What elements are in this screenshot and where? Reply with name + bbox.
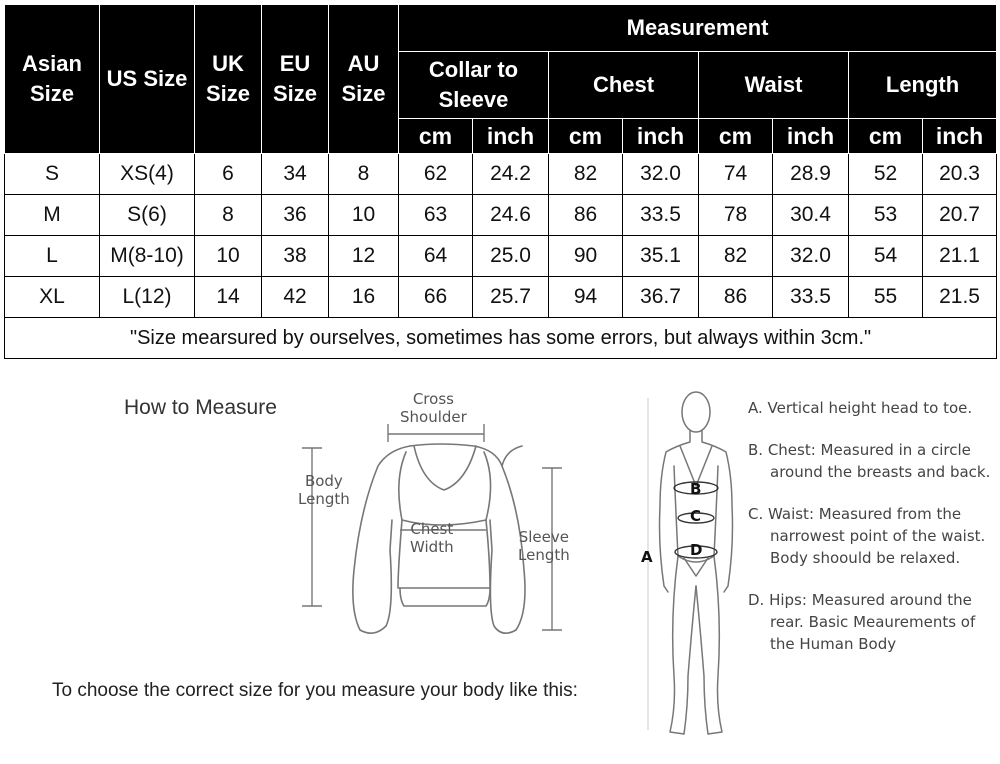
- table-note: "Size mearsured by ourselves, sometimes has some errors, but always within 3cm.": [5, 318, 997, 359]
- table-cell: M: [5, 195, 100, 236]
- unit-cm: cm: [699, 119, 773, 154]
- table-cell: 86: [699, 277, 773, 318]
- table-cell: 12: [329, 236, 399, 277]
- table-cell: 8: [195, 195, 262, 236]
- legend-item-waist: C. Waist: Measured from the narrowest point of the waist. Body shoould be relaxed.: [748, 505, 986, 567]
- header-au-size: AU Size: [329, 5, 399, 154]
- table-cell: 78: [699, 195, 773, 236]
- sleeve-length-line2: Length: [518, 546, 570, 564]
- table-cell: 20.3: [923, 154, 997, 195]
- table-cell: 54: [849, 236, 923, 277]
- table-cell: 10: [329, 195, 399, 236]
- body-length-line1: Body: [304, 472, 343, 490]
- chest-width-line2: Width: [410, 538, 454, 556]
- table-row: [5, 154, 997, 195]
- table-cell: L: [5, 236, 100, 277]
- table-cell: 38: [262, 236, 329, 277]
- table-cell: 14: [195, 277, 262, 318]
- header-waist: Waist: [699, 52, 849, 119]
- table-cell: 33.5: [773, 277, 849, 318]
- chest-width-line1: Chest: [410, 520, 454, 538]
- unit-cm: cm: [849, 119, 923, 154]
- legend-item-chest: B. Chest: Measured in a circle around the breasts and back.: [748, 441, 991, 481]
- how-to-measure-title: How to Measure: [124, 396, 277, 419]
- table-cell: 64: [399, 236, 473, 277]
- table-body: [5, 154, 997, 318]
- unit-inch: inch: [773, 119, 849, 154]
- sleeve-length-line1: Sleeve: [518, 528, 569, 546]
- table-cell: 82: [549, 154, 623, 195]
- table-cell: 6: [195, 154, 262, 195]
- header-collar-to-sleeve: Collar to Sleeve: [399, 52, 549, 119]
- table-cell: XL: [5, 277, 100, 318]
- size-chart-table: [4, 4, 997, 359]
- table-cell: 63: [399, 195, 473, 236]
- header-length: Length: [849, 52, 997, 119]
- figure-letter-a: A: [641, 548, 653, 566]
- table-cell: 24.2: [473, 154, 549, 195]
- unit-inch: inch: [623, 119, 699, 154]
- cross-shoulder-line2: Shoulder: [400, 408, 467, 426]
- legend-item-hips: D. Hips: Measured around the rear. Basic Meaurements of the Human Body: [748, 591, 976, 653]
- table-row: [5, 236, 997, 277]
- cross-shoulder-label: [400, 390, 467, 426]
- body-length-line2: Length: [298, 490, 350, 508]
- table-cell: 28.9: [773, 154, 849, 195]
- header-eu-size: EU Size: [262, 5, 329, 154]
- table-cell: 53: [849, 195, 923, 236]
- header-chest: Chest: [549, 52, 699, 119]
- table-cell: L(12): [100, 277, 195, 318]
- chest-width-label: [410, 520, 454, 556]
- table-cell: 25.0: [473, 236, 549, 277]
- header-asian-size: Asian Size: [5, 5, 100, 154]
- body-length-label: [298, 472, 350, 508]
- unit-inch: inch: [473, 119, 549, 154]
- header-uk-size: UK Size: [195, 5, 262, 154]
- table-cell: 33.5: [623, 195, 699, 236]
- unit-cm: cm: [399, 119, 473, 154]
- table-cell: 42: [262, 277, 329, 318]
- table-cell: 21.5: [923, 277, 997, 318]
- legend-item-height: A. Vertical height head to toe.: [748, 399, 973, 417]
- header-us-size: US Size: [100, 5, 195, 154]
- table-cell: 34: [262, 154, 329, 195]
- figure-letter-c: C: [690, 507, 702, 525]
- unit-inch: inch: [923, 119, 997, 154]
- table-cell: 36.7: [623, 277, 699, 318]
- table-cell: 8: [329, 154, 399, 195]
- table-cell: 66: [399, 277, 473, 318]
- table-cell: 20.7: [923, 195, 997, 236]
- measurement-legend: [748, 397, 998, 655]
- table-cell: XS(4): [100, 154, 195, 195]
- table-cell: 90: [549, 236, 623, 277]
- table-row: [5, 277, 997, 318]
- table-cell: 36: [262, 195, 329, 236]
- table-cell: 32.0: [773, 236, 849, 277]
- table-cell: 30.4: [773, 195, 849, 236]
- table-cell: 94: [549, 277, 623, 318]
- table-cell: 24.6: [473, 195, 549, 236]
- table-cell: 21.1: [923, 236, 997, 277]
- table-cell: 86: [549, 195, 623, 236]
- table-cell: S: [5, 154, 100, 195]
- header-measurement: Measurement: [399, 5, 997, 52]
- figure-letter-d: D: [690, 541, 703, 559]
- figure-letter-b: B: [690, 480, 702, 498]
- sleeve-length-label: [518, 528, 570, 564]
- unit-cm: cm: [549, 119, 623, 154]
- table-cell: 16: [329, 277, 399, 318]
- table-cell: 35.1: [623, 236, 699, 277]
- table-cell: 25.7: [473, 277, 549, 318]
- body-figure-illustration: [640, 386, 750, 746]
- table-cell: 62: [399, 154, 473, 195]
- table-cell: M(8-10): [100, 236, 195, 277]
- cross-shoulder-line1: Cross: [412, 390, 454, 408]
- table-cell: 82: [699, 236, 773, 277]
- table-cell: 32.0: [623, 154, 699, 195]
- table-row: [5, 195, 997, 236]
- table-cell: 55: [849, 277, 923, 318]
- table-cell: S(6): [100, 195, 195, 236]
- table-cell: 52: [849, 154, 923, 195]
- table-cell: 74: [699, 154, 773, 195]
- choose-size-text: To choose the correct size for you measure your body like this:: [52, 680, 578, 701]
- table-cell: 10: [195, 236, 262, 277]
